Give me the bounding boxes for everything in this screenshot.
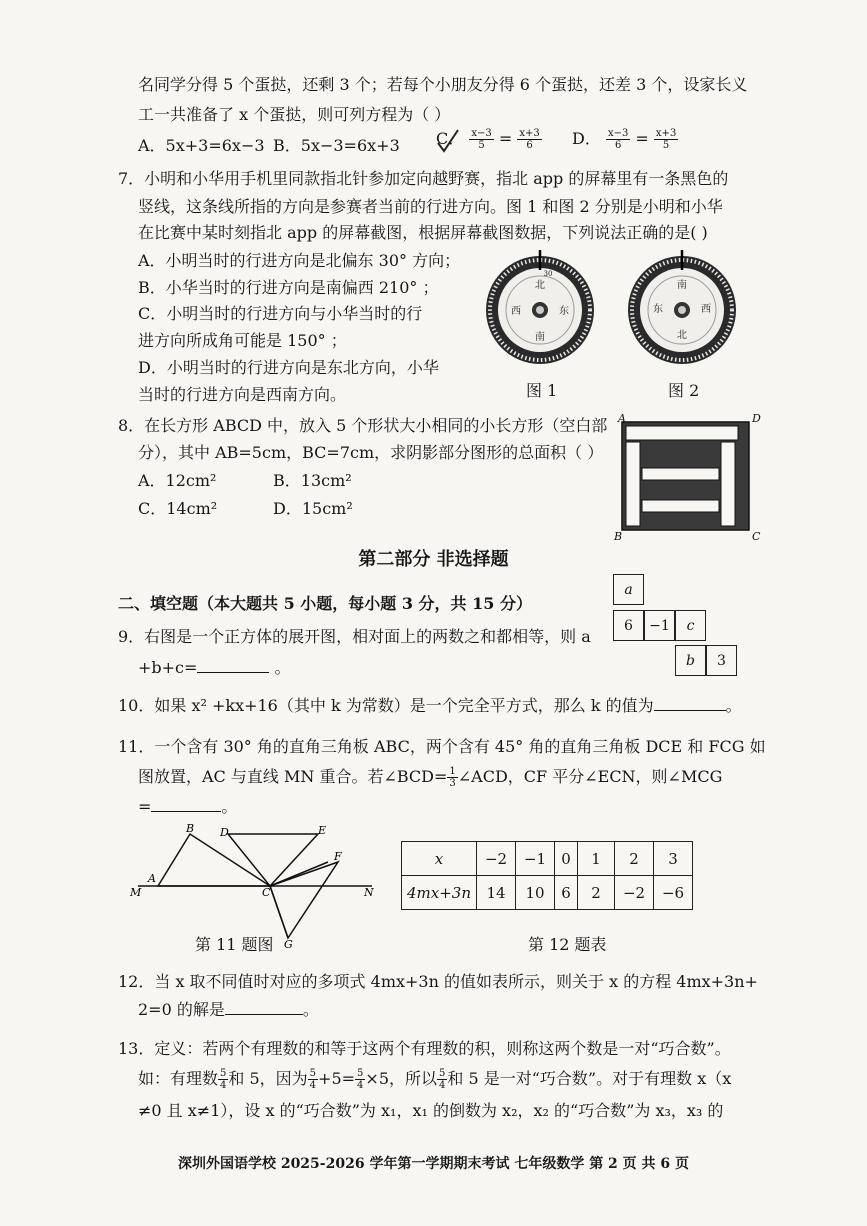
- compass1-north-label: 北: [535, 280, 545, 291]
- table-cell: 2: [615, 842, 654, 876]
- compass-figure-2: [626, 246, 738, 374]
- fig11-label-e: E: [318, 824, 327, 837]
- q7-option-a: A．小明当时的行进方向是北偏东 30° 方向；: [138, 251, 461, 270]
- compass1-south-label: 南: [535, 332, 545, 343]
- q6-option-d-eq: =: [635, 129, 649, 148]
- q9-line2-end: 。: [274, 658, 291, 677]
- q13-line2-b: 和 5，因为: [228, 1069, 308, 1088]
- q12-table-caption: 第 12 题表: [528, 935, 607, 954]
- table-row: [402, 876, 693, 910]
- q12-line2-end: 。: [302, 1000, 319, 1019]
- rectangle-abcd-figure: [608, 410, 764, 544]
- q13-fraction-1: $\frac{5}{4}$: [220, 1068, 227, 1091]
- figure2-caption: 图 2: [668, 381, 700, 400]
- table-cell: x: [402, 842, 477, 876]
- q10-text: 10．如果 x² +kx+16（其中 k 为常数）是一个完全平方式，那么 k 的值为: [118, 696, 654, 715]
- q6-line1: 名同学分得 5 个蛋挞，还剩 3 个；若每个小朋友分得 6 个蛋挞，还差 3 个，设家长义: [138, 75, 748, 94]
- compass2-east-label: 东: [653, 304, 663, 315]
- q13-fraction-3: $\frac{5}{4}$: [357, 1068, 364, 1091]
- compass2-west-label: 西: [701, 304, 711, 315]
- q13-line1: 13．定义：若两个有理数的和等于这两个有理数的积，则称这两个数是一对“巧合数”。: [118, 1039, 731, 1058]
- table-cell: 1: [578, 842, 615, 876]
- q11-line3: [138, 796, 237, 818]
- page-footer: 深圳外国语学校 2025-2026 学年第一学期期末考试 七年级数学 第 2 页 共 6 页: [177, 1156, 690, 1172]
- q12-table: [401, 841, 693, 910]
- q8-option-a: A．12cm²: [138, 471, 217, 490]
- compass-figure-1: [484, 246, 596, 374]
- q13-line2-a: 如：有理数: [138, 1069, 219, 1088]
- q6-option-b: B．5x−3=6x+3: [273, 136, 400, 155]
- compass1-tick-label: 30: [543, 270, 553, 278]
- compass2-north-label: 北: [677, 330, 687, 341]
- q8-option-d: D．15cm²: [273, 499, 353, 518]
- q12-answer-blank[interactable]: [225, 1014, 303, 1015]
- table-cell: 14: [477, 876, 516, 910]
- q6-option-d-frac2: $\frac{x+3}{5}$: [655, 128, 677, 151]
- fig11-label-b: B: [186, 822, 195, 835]
- q7-line2: 竖线，这条线所指的方向是参赛者当前的行进方向。图 1 和图 2 分别是小明和小华: [138, 197, 723, 216]
- q6-option-d: [572, 128, 678, 151]
- table-cell: 3: [654, 842, 693, 876]
- q11-line3-end: 。: [221, 797, 238, 816]
- q7-option-c1: C．小明当时的行进方向与小华当时的行: [138, 304, 423, 323]
- q11-line1: 11．一个含有 30° 角的直角三角板 ABC，两个含有 45° 角的直角三角板 DCE 和 FCG 如: [118, 737, 766, 756]
- q13-line2-c: +5=: [318, 1069, 356, 1088]
- compass1-east-label: 东: [559, 306, 569, 317]
- q12-line2-pre: 2=0 的解是: [138, 1000, 225, 1019]
- q12-line2: [138, 999, 319, 1021]
- table-cell: 10: [516, 876, 555, 910]
- q9-line2-text: +b+c=: [138, 658, 198, 677]
- compass2-south-label: 南: [677, 280, 687, 291]
- net-cell-3: 3: [706, 645, 737, 676]
- fig11-label-c: C: [262, 886, 271, 899]
- q7-line1: 7．小明和小华用手机里同款指北针参加定向越野赛，指北 app 的屏幕里有一条黑色的: [118, 169, 729, 188]
- q8-option-b: B．13cm²: [273, 471, 352, 490]
- part2-title: 第二部分 非选择题: [358, 549, 509, 570]
- section2-title: 二、填空题（本大题共 5 小题，每小题 3 分，共 15 分）: [118, 594, 532, 613]
- q10-line: [118, 695, 742, 717]
- q6-line2: 工一共准备了 x 个蛋挞，则可列方程为（ ）: [138, 105, 451, 124]
- q11-line2: [138, 766, 722, 789]
- q8-line2: 分），其中 AB=5cm，BC=7cm，求阴影部分图形的总面积（ ）: [138, 443, 604, 462]
- fig11-label-g: G: [284, 938, 293, 950]
- compass1-west-label: 西: [511, 306, 521, 317]
- q13-fraction-2: $\frac{5}{4}$: [309, 1068, 317, 1091]
- table-cell: 2: [578, 876, 615, 910]
- q9-line2: [138, 657, 291, 679]
- q6-option-d-label: D．: [572, 129, 601, 148]
- net-cell-a: a: [613, 574, 644, 605]
- table-cell: −2: [615, 876, 654, 910]
- q7-option-b: B．小华当时的行进方向是南偏西 210° ；: [138, 278, 439, 297]
- fig11-label-m: M: [130, 886, 142, 899]
- figure1-caption: 图 1: [526, 381, 558, 400]
- net-cell-neg1: −1: [644, 610, 675, 641]
- q13-line2-d: ×5，所以: [365, 1069, 438, 1088]
- q13-fraction-4: $\frac{5}{4}$: [439, 1068, 446, 1091]
- q6-option-c-eq: =: [498, 129, 513, 148]
- q11-line2-post: ∠ACD，CF 平分∠ECN，则∠MCG: [457, 767, 723, 786]
- table-cell: −2: [477, 842, 516, 876]
- table-cell: −1: [516, 842, 555, 876]
- q8-option-c: C．14cm²: [138, 499, 218, 518]
- check-mark-icon: [432, 126, 465, 156]
- net-cell-6: 6: [613, 610, 644, 641]
- q10-answer-blank[interactable]: [654, 710, 726, 711]
- q13-line2: [138, 1068, 731, 1091]
- net-cell-c: c: [675, 610, 706, 641]
- q11-fraction: $\frac{1}{3}$: [449, 766, 456, 789]
- fig11-label-n: N: [364, 886, 374, 899]
- q7-option-c2: 进方向所成角可能是 150° ；: [138, 331, 347, 350]
- q13-line2-e: 和 5 是一对“巧合数”。对于有理数 x（x: [447, 1069, 732, 1088]
- fig11-caption: 第 11 题图: [195, 935, 274, 954]
- q7-option-d1: D．小明当时的行进方向是东北方向，小华: [138, 358, 439, 377]
- fig11-label-d: D: [220, 826, 229, 839]
- q9-answer-blank[interactable]: [197, 672, 269, 673]
- table-row: [402, 842, 693, 876]
- q7-line3: 在比赛中某时刻指北 app 的屏幕截图，根据屏幕截图数据，下列说法正确的是( ): [138, 223, 708, 242]
- q13-line3: ≠0 且 x≠1），设 x 的“巧合数”为 x₁，x₁ 的倒数为 x₂，x₂ 的“巧合数”为 x₃，x₃ 的: [138, 1101, 724, 1120]
- table-cell: 4mx+3n: [402, 876, 477, 910]
- table-cell: 0: [555, 842, 578, 876]
- q11-line3-pre: =: [138, 797, 152, 816]
- fig11-label-a: A: [148, 872, 156, 885]
- table-cell: 6: [555, 876, 578, 910]
- q6-option-c-frac2: $\frac{x+3}{6}$: [519, 128, 540, 151]
- q9-line1: 9．右图是一个正方体的展开图，相对面上的两数之和都相等，则 a: [118, 627, 591, 646]
- q6-option-c-label: C．: [436, 129, 465, 148]
- q7-option-d2: 当时的行进方向是西南方向。: [138, 385, 347, 404]
- q8-line1: 8．在长方形 ABCD 中，放入 5 个形状大小相同的小长方形（空白部: [118, 416, 608, 435]
- q6-option-a: A．5x+3=6x−3: [138, 136, 265, 155]
- q10-end: 。: [725, 696, 742, 715]
- rect-label-a: A: [618, 412, 626, 425]
- q6-option-c-frac1: $\frac{x-3}{5}$: [471, 128, 492, 151]
- net-cell-b: b: [675, 645, 706, 676]
- q12-line1: 12．当 x 取不同值时对应的多项式 4mx+3n 的值如表所示，则关于 x 的方程 4mx+3n+: [118, 972, 758, 991]
- q6-option-d-frac1: $\frac{x-3}{6}$: [607, 128, 629, 151]
- q11-answer-blank[interactable]: [151, 811, 221, 812]
- q11-line2-pre: 图放置，AC 与直线 MN 重合。若∠BCD=: [138, 767, 448, 786]
- rect-label-b: B: [614, 530, 623, 543]
- rect-label-d: D: [752, 412, 761, 425]
- rect-label-c: C: [752, 530, 761, 543]
- fig11-label-f: F: [334, 850, 342, 863]
- table-cell: −6: [654, 876, 693, 910]
- triangle-figure-q11: [128, 820, 388, 950]
